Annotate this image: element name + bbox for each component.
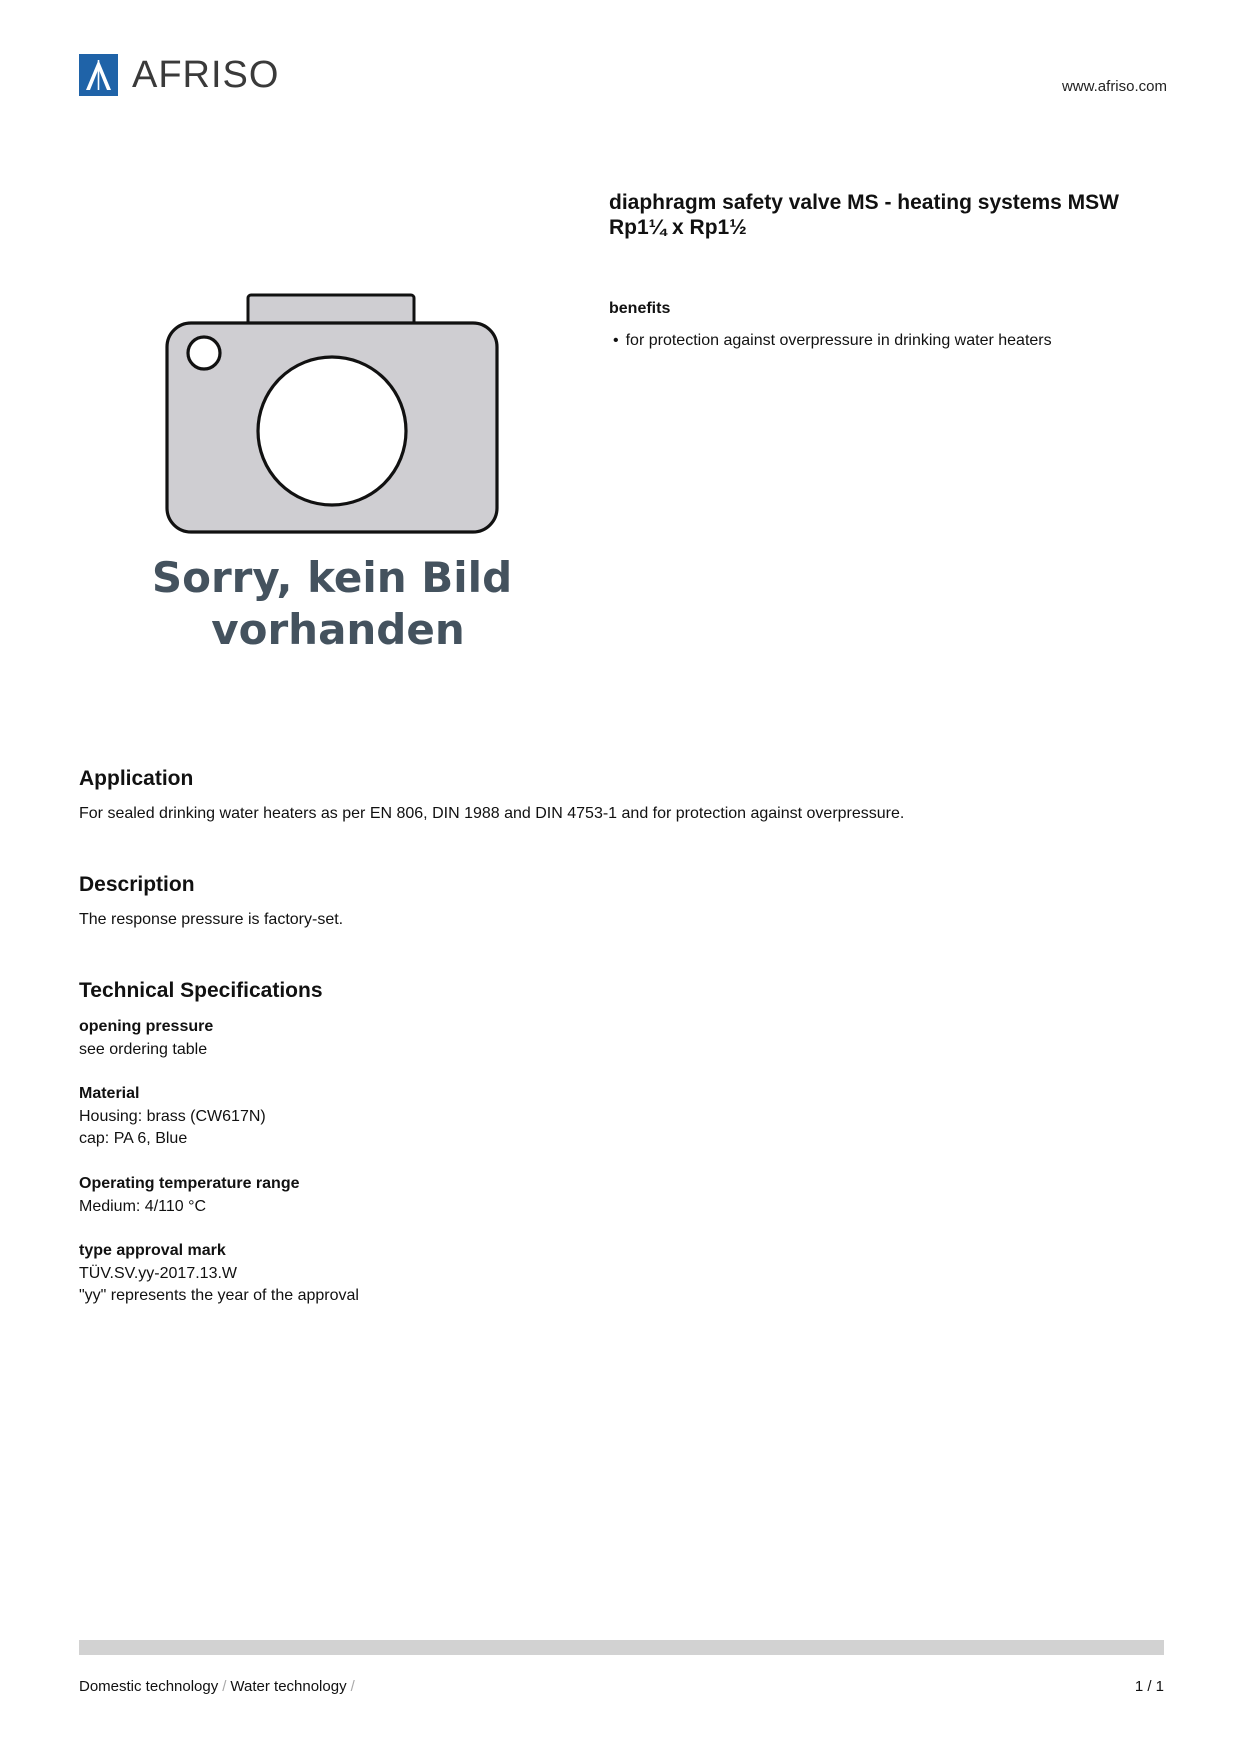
benefit-item: • for protection against overpressure in drinking water heaters — [613, 330, 1052, 352]
spec-label: Operating temperature range — [79, 1175, 300, 1192]
spec-operating-temperature — [79, 1173, 300, 1218]
spec-value: Housing: brass (CW617N) — [79, 1107, 266, 1125]
breadcrumb — [79, 1678, 359, 1695]
spec-value: cap: PA 6, Blue — [79, 1130, 188, 1147]
camera-icon — [167, 295, 497, 532]
afriso-logo-icon — [79, 54, 118, 96]
brand-name: AFRISO — [132, 54, 280, 96]
spec-value: Medium: 4/110 °C — [79, 1197, 207, 1215]
placeholder-text-line-2: vorhanden — [211, 605, 465, 654]
page-number: 1 / 1 — [1134, 1678, 1164, 1695]
application-text: For sealed drinking water heaters as per EN 806, DIN 1988 and DIN 4753-1 and for protection against overpressure. — [79, 805, 905, 822]
spec-value: TÜV.SV.yy-2017.13.W — [79, 1264, 238, 1282]
brand-logo — [79, 54, 279, 96]
technical-specifications-heading: Technical Specifications — [79, 979, 323, 1002]
spec-value: "yy" represents the year of the approval — [79, 1287, 359, 1304]
breadcrumb-item-domestic-technology[interactable]: Domestic technology — [79, 1678, 219, 1695]
no-image-placeholder — [150, 280, 520, 680]
breadcrumb-item-water-technology[interactable]: Water technology — [230, 1678, 347, 1695]
spec-value: see ordering table — [79, 1040, 208, 1058]
breadcrumb-separator: / — [350, 1678, 355, 1695]
website-link[interactable]: www.afriso.com — [1061, 78, 1167, 95]
product-title-line-2: Rp1¼ x Rp1½ — [609, 216, 747, 239]
benefits-heading: benefits — [609, 300, 671, 317]
spec-label: opening pressure — [79, 1018, 214, 1035]
breadcrumb-separator: / — [222, 1678, 227, 1695]
footer-divider — [79, 1640, 1164, 1655]
spec-type-approval — [79, 1240, 359, 1308]
spec-label: Material — [79, 1085, 140, 1102]
spec-opening-pressure — [79, 1016, 213, 1061]
placeholder-text-line-1: Sorry, kein Bild — [151, 553, 513, 602]
product-title-line-1: diaphragm safety valve MS - heating systems MSW — [609, 191, 1119, 214]
spec-material — [79, 1083, 266, 1151]
description-heading: Description — [79, 873, 195, 896]
description-text: The response pressure is factory-set. — [79, 911, 344, 928]
application-heading: Application — [79, 767, 194, 790]
product-title — [609, 190, 1169, 240]
benefits-list — [613, 330, 1052, 352]
spec-label: type approval mark — [79, 1242, 226, 1259]
